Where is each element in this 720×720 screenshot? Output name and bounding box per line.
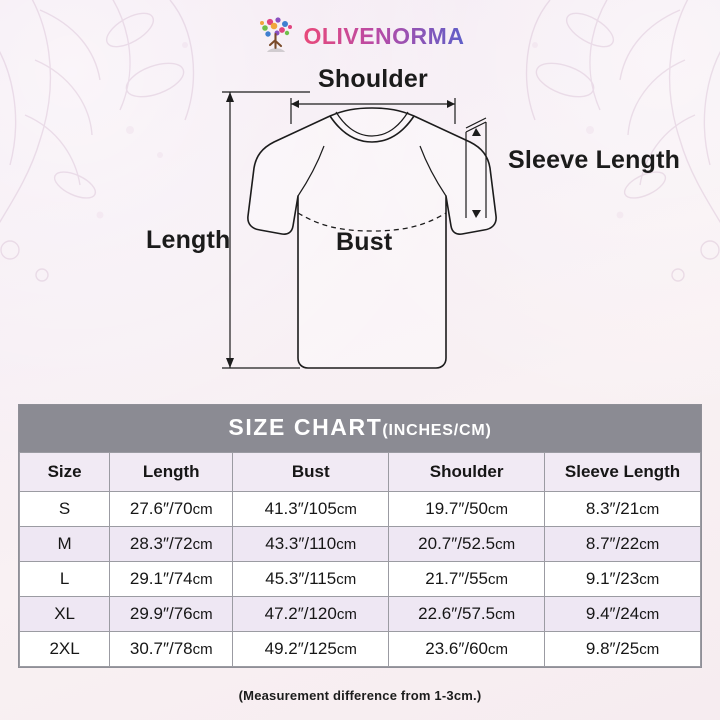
label-sleeve-length: Sleeve Length [508, 146, 681, 174]
cell-sleeve-unit: cm [639, 501, 660, 518]
cell-bust-unit: cm [336, 606, 357, 623]
cell-sleeve-value: 9.1″/23 [585, 569, 640, 588]
brand-logo [0, 14, 720, 58]
cell-bust-unit: cm [336, 571, 357, 588]
cell-shoulder-unit: cm [495, 606, 516, 623]
cell-bust-unit: cm [336, 536, 357, 553]
cell-sleeve-unit: cm [639, 641, 660, 658]
garment-measurement-diagram [0, 58, 720, 398]
cell-length-unit: cm [192, 606, 213, 623]
cell-shoulder [389, 492, 545, 527]
column-header-shoulder: Shoulder [389, 453, 545, 492]
cell-bust-value: 43.3″/110 [265, 534, 337, 553]
table-row [20, 562, 701, 597]
cell-bust [233, 562, 389, 597]
cell-size: XL [20, 597, 110, 632]
cell-shoulder-value: 22.6″/57.5 [418, 604, 496, 623]
cell-sleeve-value: 9.4″/24 [585, 604, 640, 623]
size-chart-units: (INCHES/CM) [382, 422, 492, 439]
size-chart-title [19, 405, 701, 452]
cell-bust [233, 597, 389, 632]
cell-size: L [20, 562, 110, 597]
cell-sleeve [545, 492, 701, 527]
cell-sleeve-unit: cm [639, 606, 660, 623]
column-header-bust: Bust [233, 453, 389, 492]
cell-shoulder-value: 21.7″/55 [425, 569, 488, 588]
label-shoulder: Shoulder [318, 65, 428, 93]
cell-length [110, 527, 233, 562]
cell-size: S [20, 492, 110, 527]
column-header-length: Length [110, 453, 233, 492]
cell-shoulder-unit: cm [488, 641, 508, 658]
cell-length-unit: cm [192, 501, 213, 518]
cell-length-value: 27.6″/70 [129, 499, 193, 518]
cell-shoulder-value: 19.7″/50 [425, 499, 488, 518]
cell-shoulder [389, 527, 545, 562]
cell-shoulder [389, 632, 545, 667]
table-row [20, 597, 701, 632]
measurement-footnote: (Measurement difference from 1-3cm.) [238, 688, 482, 703]
cell-bust-unit: cm [336, 501, 357, 518]
cell-bust [233, 527, 389, 562]
cell-length [110, 597, 233, 632]
cell-length-unit: cm [192, 536, 213, 553]
size-chart-title-text: SIZE CHART [228, 414, 383, 440]
cell-bust [233, 492, 389, 527]
cell-length-value: 29.1″/74 [129, 569, 193, 588]
cell-size: 2XL [20, 632, 110, 667]
column-header-sleeve-length: Sleeve Length [545, 453, 701, 492]
tree-logo-icon [256, 14, 296, 58]
cell-sleeve-unit: cm [639, 571, 660, 588]
cell-length-unit: cm [192, 641, 213, 658]
size-chart-table [18, 404, 702, 668]
cell-bust-value: 41.3″/105 [264, 499, 337, 518]
cell-size: M [20, 527, 110, 562]
cell-length-value: 29.9″/76 [129, 604, 193, 623]
brand-name: OLIVENORMA [303, 22, 465, 49]
cell-sleeve [545, 597, 701, 632]
cell-length-value: 28.3″/72 [129, 534, 193, 553]
cell-sleeve [545, 527, 701, 562]
label-length: Length [146, 226, 231, 254]
cell-sleeve [545, 632, 701, 667]
table-row [20, 492, 701, 527]
cell-sleeve [545, 562, 701, 597]
table-row [20, 527, 701, 562]
cell-bust-value: 45.3″/115 [265, 569, 337, 588]
cell-bust-value: 49.2″/125 [264, 639, 337, 658]
table-row [20, 632, 701, 667]
cell-sleeve-unit: cm [639, 536, 660, 553]
table-header-row [20, 453, 701, 492]
cell-shoulder [389, 597, 545, 632]
cell-bust-value: 47.2″/120 [264, 604, 337, 623]
cell-sleeve-value: 8.3″/21 [585, 499, 640, 518]
column-header-size: Size [20, 453, 110, 492]
cell-length [110, 562, 233, 597]
cell-length [110, 632, 233, 667]
cell-shoulder-unit: cm [488, 571, 508, 588]
cell-shoulder [389, 562, 545, 597]
cell-bust [233, 632, 389, 667]
cell-shoulder-value: 23.6″/60 [425, 639, 488, 658]
cell-shoulder-unit: cm [488, 501, 508, 518]
cell-sleeve-value: 8.7″/22 [585, 534, 640, 553]
cell-length-value: 30.7″/78 [129, 639, 193, 658]
cell-sleeve-value: 9.8″/25 [585, 639, 640, 658]
cell-length [110, 492, 233, 527]
label-bust: Bust [336, 228, 393, 256]
cell-bust-unit: cm [336, 641, 357, 658]
cell-shoulder-value: 20.7″/52.5 [418, 534, 496, 553]
cell-shoulder-unit: cm [495, 536, 516, 553]
cell-length-unit: cm [192, 571, 213, 588]
